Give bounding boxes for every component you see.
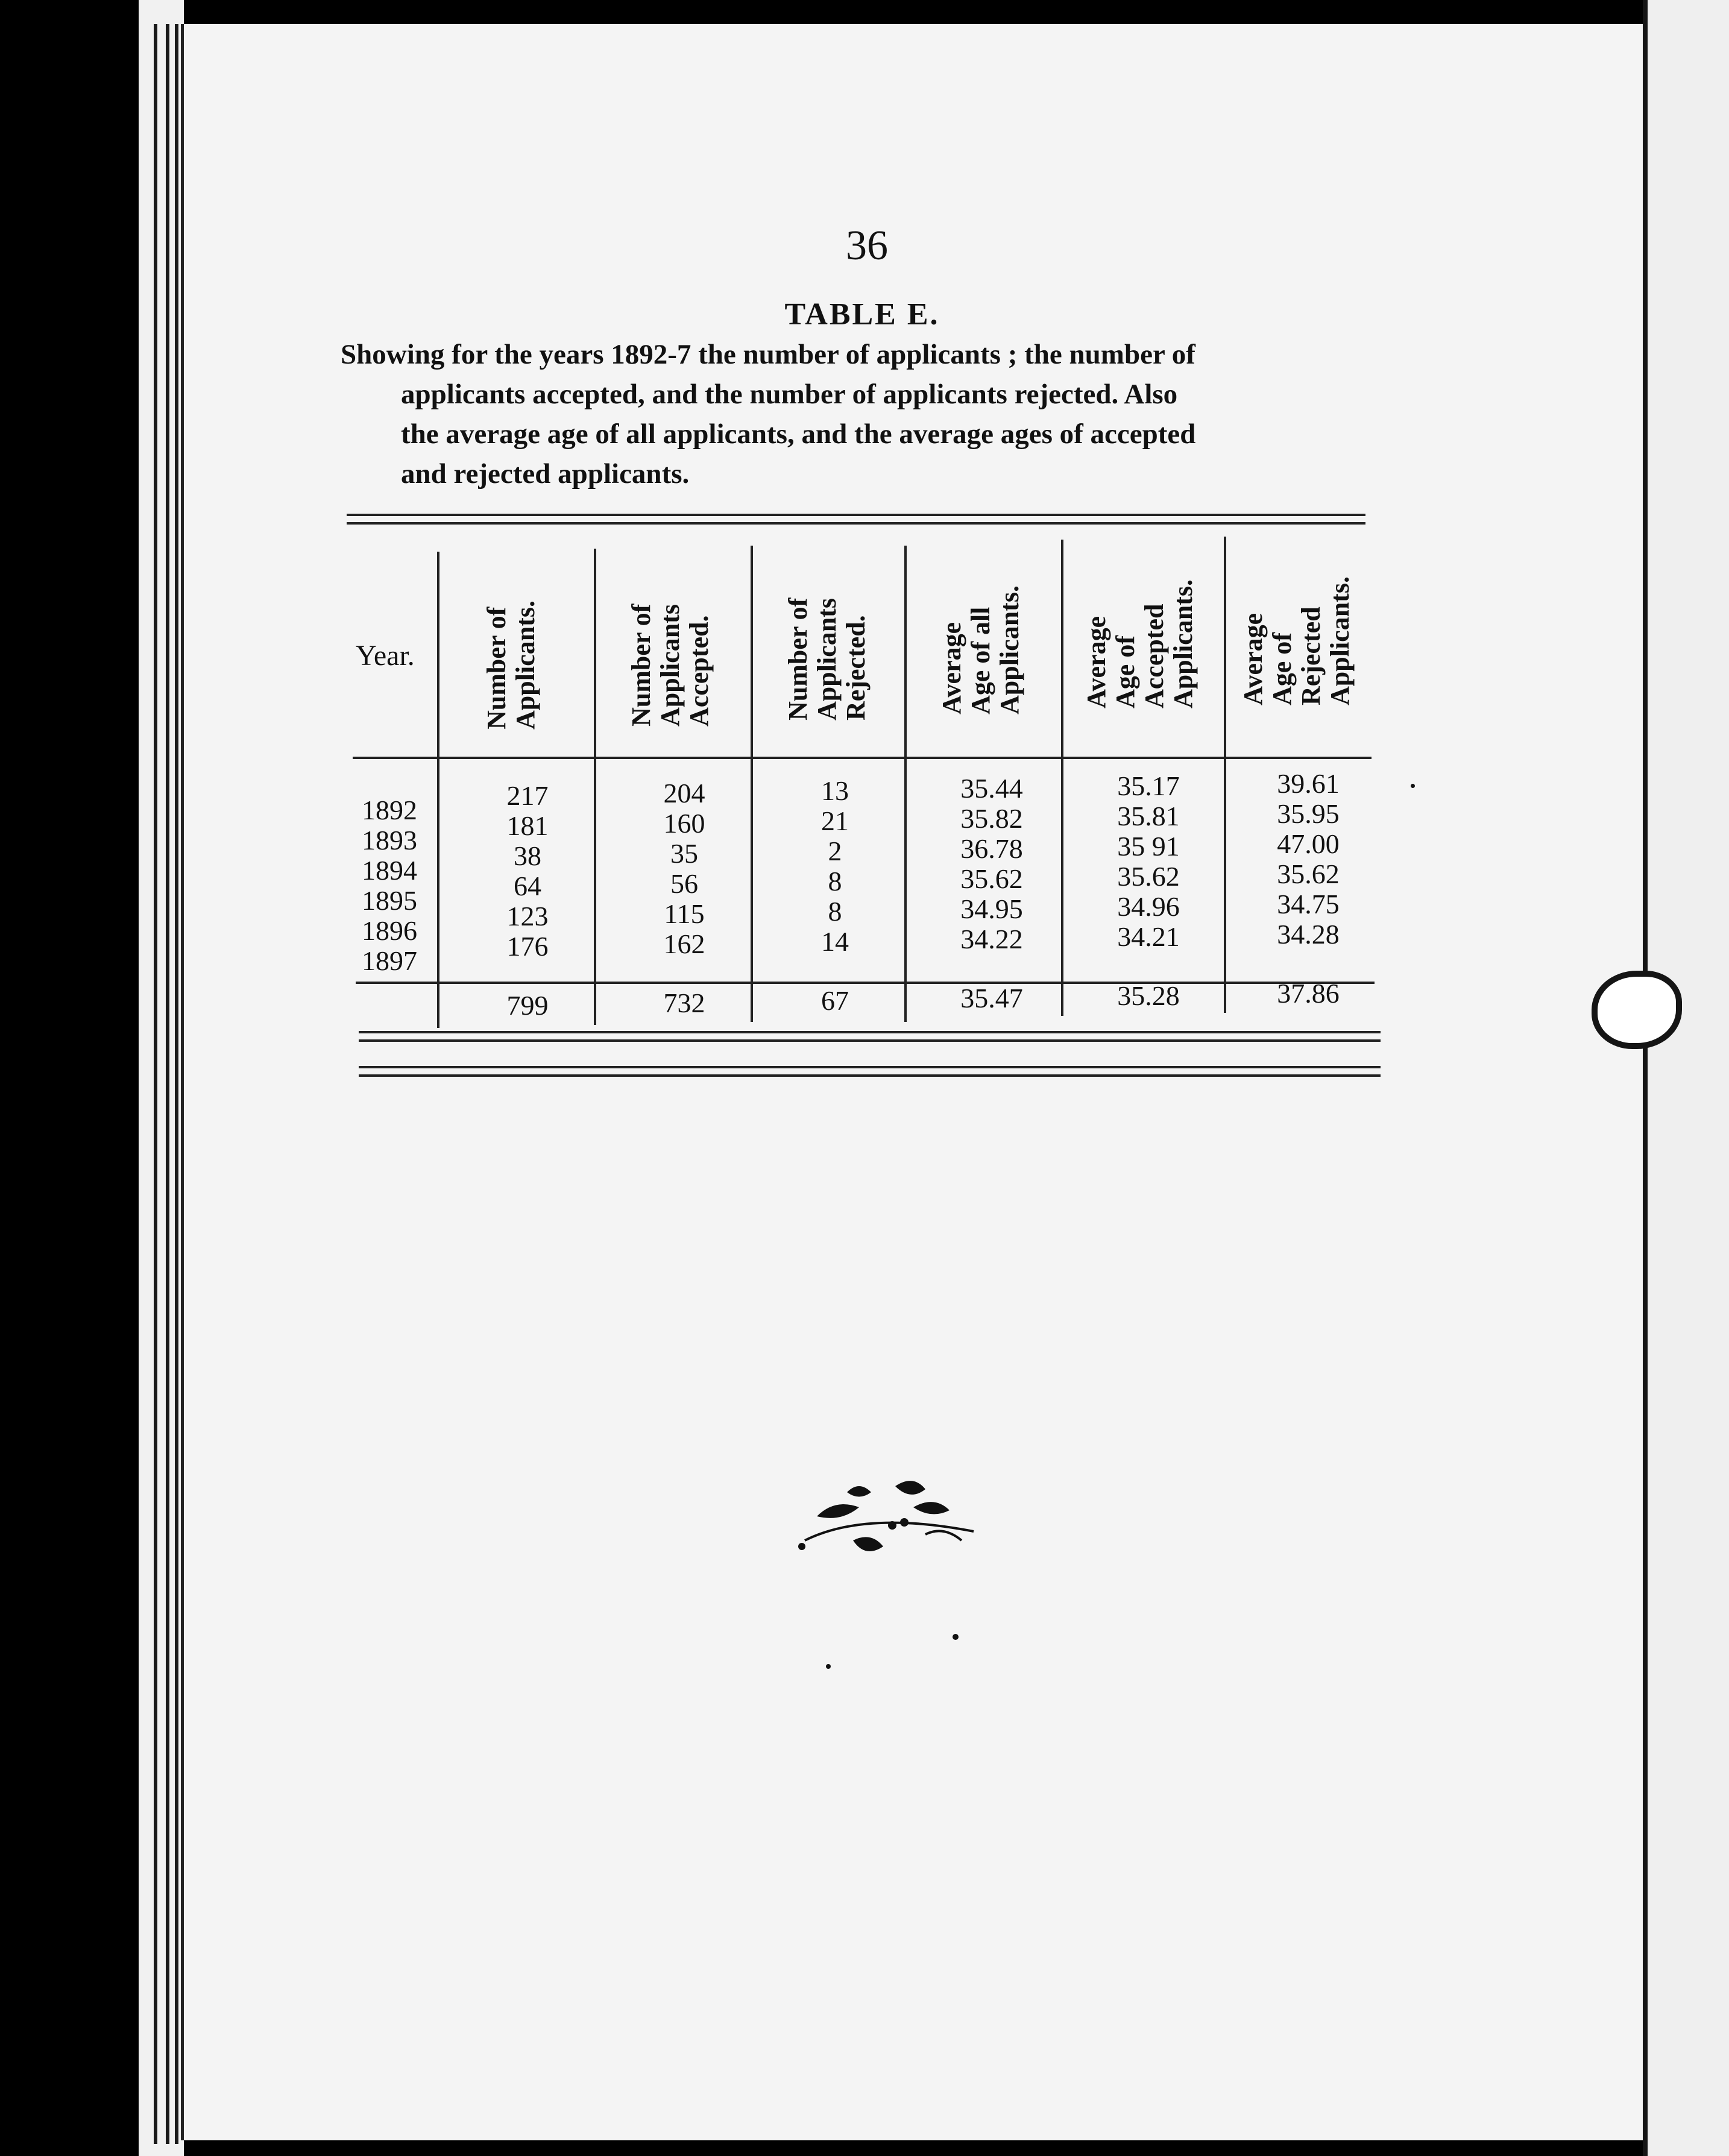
header-line: Number of <box>783 597 813 720</box>
row-year-cell: 1894 <box>362 855 417 886</box>
print-speck <box>826 1664 831 1669</box>
totals-rule <box>356 982 1375 984</box>
caption-line: and rejected applicants. <box>401 458 690 490</box>
total-cell: 732 <box>663 988 705 1018</box>
header-line: Age of all <box>966 607 995 714</box>
header-line: Number of <box>626 604 656 727</box>
header-line: Average <box>1238 613 1268 705</box>
header-line: Number of <box>482 607 511 730</box>
table-title: TABLE E. <box>784 297 940 332</box>
table-cell: 35 91 <box>1117 831 1180 862</box>
table-cell: 34.96 <box>1117 891 1180 922</box>
table-cell: 35.62 <box>960 863 1023 894</box>
column-divider <box>1224 537 1226 1013</box>
table-cell: 36.78 <box>960 833 1023 864</box>
table-top-rule <box>347 514 1365 516</box>
page-stack-line <box>166 24 169 2144</box>
table-cell: 34.28 <box>1277 919 1340 950</box>
floral-vignette-icon <box>793 1474 986 1565</box>
column-divider <box>751 546 753 1022</box>
header-number-of-applicants <box>482 600 540 730</box>
header-average-age-rejected <box>1239 576 1355 705</box>
row-year-cell: 1895 <box>362 885 417 916</box>
binding-clip-icon <box>1592 971 1682 1049</box>
column-divider <box>1061 540 1063 1016</box>
header-average-age-accepted <box>1082 579 1198 708</box>
row-year-cell: 1897 <box>362 945 417 976</box>
header-rule <box>353 757 1372 759</box>
header-line: Applicants. <box>1168 579 1198 708</box>
table-cell: 38 <box>514 840 541 871</box>
header-line: Applicants <box>812 598 842 720</box>
table-cell: 35.82 <box>960 803 1023 834</box>
header-line: Rejected <box>1296 607 1326 705</box>
page-stack-line <box>175 24 178 2144</box>
table-cell: 2 <box>828 836 842 866</box>
table-cell: 204 <box>663 778 705 808</box>
table-cell: 34.21 <box>1117 921 1180 952</box>
table-bottom-rule <box>359 1039 1381 1042</box>
table-cell: 35.81 <box>1117 801 1180 831</box>
page-stack-line <box>154 24 157 2144</box>
table-cell: 64 <box>514 871 541 901</box>
table-caption <box>341 335 1365 494</box>
table-cell: 217 <box>506 780 549 811</box>
table-cell: 35.95 <box>1277 798 1340 829</box>
table-cell: 14 <box>821 926 849 957</box>
header-line: Applicants. <box>995 585 1024 714</box>
table-cell: 35.62 <box>1117 861 1180 892</box>
table-cell: 123 <box>506 901 549 931</box>
table-bottom-rule <box>359 1074 1381 1077</box>
table-cell: 181 <box>506 810 549 841</box>
header-line: Age of <box>1267 632 1297 705</box>
header-line: Accepted. <box>684 615 714 727</box>
header-line: Average <box>1082 616 1111 708</box>
table-bottom-rule <box>359 1031 1381 1033</box>
table-cell: 176 <box>506 931 549 962</box>
header-line: Age of <box>1110 635 1140 708</box>
total-cell: 37.86 <box>1277 978 1340 1009</box>
table-cell: 115 <box>664 898 705 929</box>
header-year: Year. <box>356 640 415 672</box>
table-top-rule <box>347 522 1365 525</box>
caption-line: the average age of all applicants, and the average ages of accepted <box>401 418 1196 450</box>
column-divider <box>904 546 907 1022</box>
total-cell: 35.47 <box>960 983 1023 1013</box>
header-applicants-accepted <box>627 604 714 727</box>
header-applicants-rejected <box>784 598 871 720</box>
print-speck <box>1411 784 1415 788</box>
header-line: Average <box>937 622 966 714</box>
table-cell: 21 <box>821 805 849 836</box>
caption-line: Showing for the years 1892-7 the number of applicants ; the number of <box>341 339 1195 370</box>
table-cell: 56 <box>670 868 698 899</box>
total-cell: 799 <box>506 990 549 1021</box>
caption-line: applicants accepted, and the number of applicants rejected. Also <box>401 379 1178 410</box>
header-line: Applicants. <box>1325 576 1355 705</box>
table-cell: 35.62 <box>1277 859 1340 889</box>
table-cell: 8 <box>828 896 842 927</box>
page-number: 36 <box>846 222 888 269</box>
table-cell: 35.17 <box>1117 771 1180 801</box>
table-cell: 34.22 <box>960 924 1023 954</box>
row-year-cell: 1893 <box>362 825 417 856</box>
header-line: Rejected. <box>841 615 871 720</box>
table-cell: 8 <box>828 866 842 897</box>
header-line: Accepted <box>1139 604 1169 708</box>
table-cell: 34.95 <box>960 894 1023 924</box>
row-year-cell: 1892 <box>362 795 417 825</box>
table-cell: 39.61 <box>1277 768 1340 799</box>
table-cell: 34.75 <box>1277 889 1340 919</box>
facing-page-edge <box>1643 0 1729 2156</box>
header-line: Applicants <box>655 604 685 727</box>
table-cell: 13 <box>821 775 849 806</box>
row-year-cell: 1896 <box>362 915 417 946</box>
total-cell: 35.28 <box>1117 980 1180 1011</box>
header-average-age-all <box>937 585 1024 714</box>
table-cell: 35 <box>670 838 698 869</box>
table-cell: 35.44 <box>960 773 1023 804</box>
table-cell: 162 <box>663 928 705 959</box>
print-speck <box>953 1634 959 1640</box>
total-cell: 67 <box>821 985 849 1016</box>
column-divider <box>594 549 596 1025</box>
table-cell: 160 <box>663 808 705 839</box>
table-cell: 47.00 <box>1277 828 1340 859</box>
table-bottom-rule <box>359 1066 1381 1068</box>
header-line: Applicants. <box>511 600 540 730</box>
